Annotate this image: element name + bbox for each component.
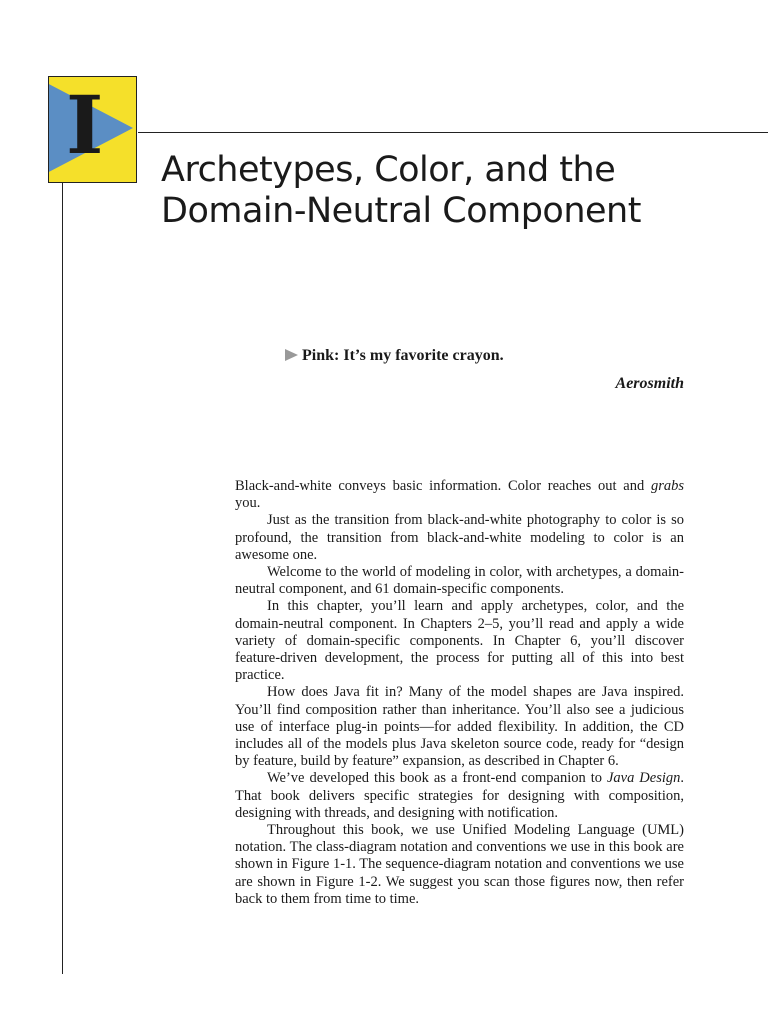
epigraph (285, 346, 504, 366)
paragraph-4: In this chapter, you’ll learn and apply archetypes, color, and the domain-neutral component. In Chapters 2–5, you’ll read and apply a wide variety of domain-specific components. In Chapter 6, you’ll discover feature-driven development, the process for putting all of this into best practice. (235, 598, 684, 684)
paragraph-6-emphasis: Java Design (606, 770, 681, 787)
paragraph-1-emphasis: grabs (650, 478, 684, 494)
chapter-title-line-1: Archetypes, Color, and the (161, 150, 616, 190)
header-rule (138, 132, 768, 133)
chapter-title-line-2: Domain-Neutral Component (161, 191, 641, 231)
paragraph-1-text-a: Black-and-white conveys basic information. Color reaches out and (235, 478, 651, 494)
paragraph-5: How does Java fit in? Many of the model shapes are Java inspired. You’ll find composition rather than inheritance. You’ll also see a judicious use of interface plug-in points—for added flexibility. In addition, the CD includes all of the models plus Java skeleton source code, ready for “design by feature, build by feature” expansion, as described in Chapter 6. (235, 684, 684, 770)
paragraph-1-text-b: you. (235, 495, 261, 512)
chapter-title (161, 150, 751, 232)
paragraph-3: Welcome to the world of modeling in color, with archetypes, a domain-neutral component, and 61 domain-specific components. (235, 564, 684, 598)
paragraph-1 (235, 478, 684, 512)
chapter-letter: I (66, 78, 104, 172)
epigraph-quote: Pink: It’s my favorite crayon. (302, 347, 504, 364)
margin-rule-vertical (62, 132, 63, 974)
paragraph-7: Throughout this book, we use Unified Modeling Language (UML) notation. The class-diagram notation and conventions we use in this book are shown in Figure 1-1. The sequence-diagram notation and conventions we use are shown in Figure 1-2. We suggest you scan those figures now, then refer back to them from time to time. (235, 822, 684, 907)
paragraph-6-text-b: . That book delivers specific strategies for designing with composition, designing with threads, and designing with notification. (235, 770, 685, 821)
triangle-bullet-icon (285, 349, 298, 361)
paragraph-6-text-a: We’ve developed this book as a front-end companion to (267, 770, 607, 787)
body-text (235, 478, 684, 908)
paragraph-6 (235, 770, 684, 822)
epigraph-attribution: Aerosmith (615, 375, 684, 392)
paragraph-2: Just as the transition from black-and-white photography to color is so profound, the transition from black-and-white modeling to color is an awesome one. (235, 512, 684, 563)
